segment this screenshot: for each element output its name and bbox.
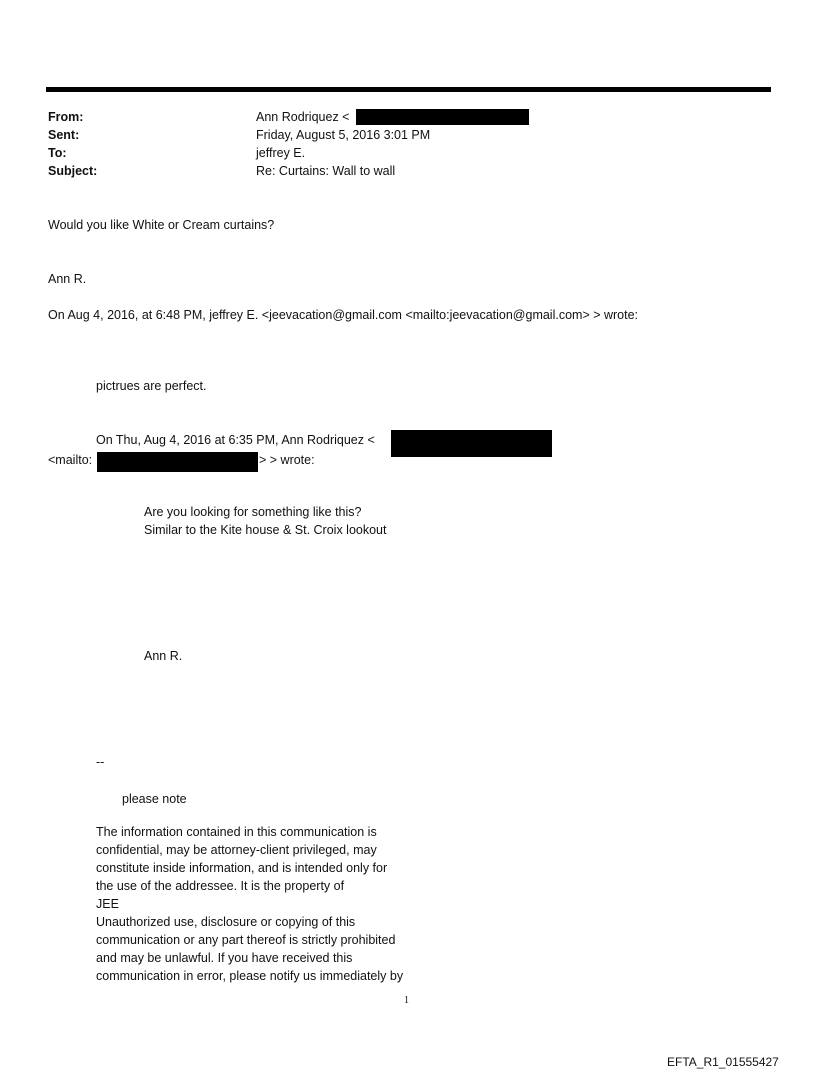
disclaimer-line: confidential, may be attorney-client privileged, may — [96, 843, 377, 857]
disclaimer — [96, 823, 456, 985]
quote2-line-1: Are you looking for something like this? — [144, 505, 362, 519]
from-value: Ann Rodriquez < — [256, 110, 350, 124]
quote2-line-2: Similar to the Kite house & St. Croix lookout — [144, 523, 387, 537]
body-question: Would you like White or Cream curtains? — [48, 218, 275, 232]
to-label: To: — [48, 146, 67, 160]
subject-value: Re: Curtains: Wall to wall — [256, 164, 396, 178]
quote2-intro: On Thu, Aug 4, 2016 at 6:35 PM, Ann Rodriquez < — [96, 433, 375, 447]
note-heading: please note — [122, 792, 187, 806]
sent-label: Sent: — [48, 128, 80, 142]
header-rule — [46, 87, 771, 92]
disclaimer-line: communication in error, please notify us immediately by — [96, 969, 404, 983]
subject-label: Subject: — [48, 164, 98, 178]
disclaimer-line: communication or any part thereof is strictly prohibited — [96, 933, 396, 947]
disclaimer-line: constitute inside information, and is intended only for — [96, 861, 388, 875]
body-signoff: Ann R. — [48, 272, 87, 286]
signature-separator: -- — [96, 755, 105, 769]
quote2-mailto-prefix: <mailto: — [48, 453, 93, 467]
quote1-intro: On Aug 4, 2016, at 6:48 PM, jeffrey E. <jeevacation@gmail.com <mailto:jeevacation@gmail.com> > wrote: — [48, 308, 639, 322]
sent-value: Friday, August 5, 2016 3:01 PM — [256, 128, 431, 142]
quote2-mailto-suffix: > > wrote: — [259, 453, 315, 467]
to-value: jeffrey E. — [256, 146, 306, 160]
redaction-quote2-email — [391, 430, 552, 457]
from-label: From: — [48, 110, 84, 124]
page-number: 1 — [404, 995, 409, 1006]
disclaimer-line: and may be unlawful. If you have received this — [96, 951, 353, 965]
redaction-quote2-mailto — [97, 452, 258, 472]
disclaimer-line: The information contained in this communication is — [96, 825, 377, 839]
quote2-signoff: Ann R. — [144, 649, 183, 663]
disclaimer-line: Unauthorized use, disclosure or copying of this — [96, 915, 356, 929]
disclaimer-line: JEE — [96, 897, 119, 911]
quote1-text: pictrues are perfect. — [96, 379, 207, 393]
bates-stamp: EFTA_R1_01555427 — [667, 1055, 779, 1069]
disclaimer-line: the use of the addressee. It is the property of — [96, 879, 345, 893]
redaction-from-email — [356, 109, 529, 125]
